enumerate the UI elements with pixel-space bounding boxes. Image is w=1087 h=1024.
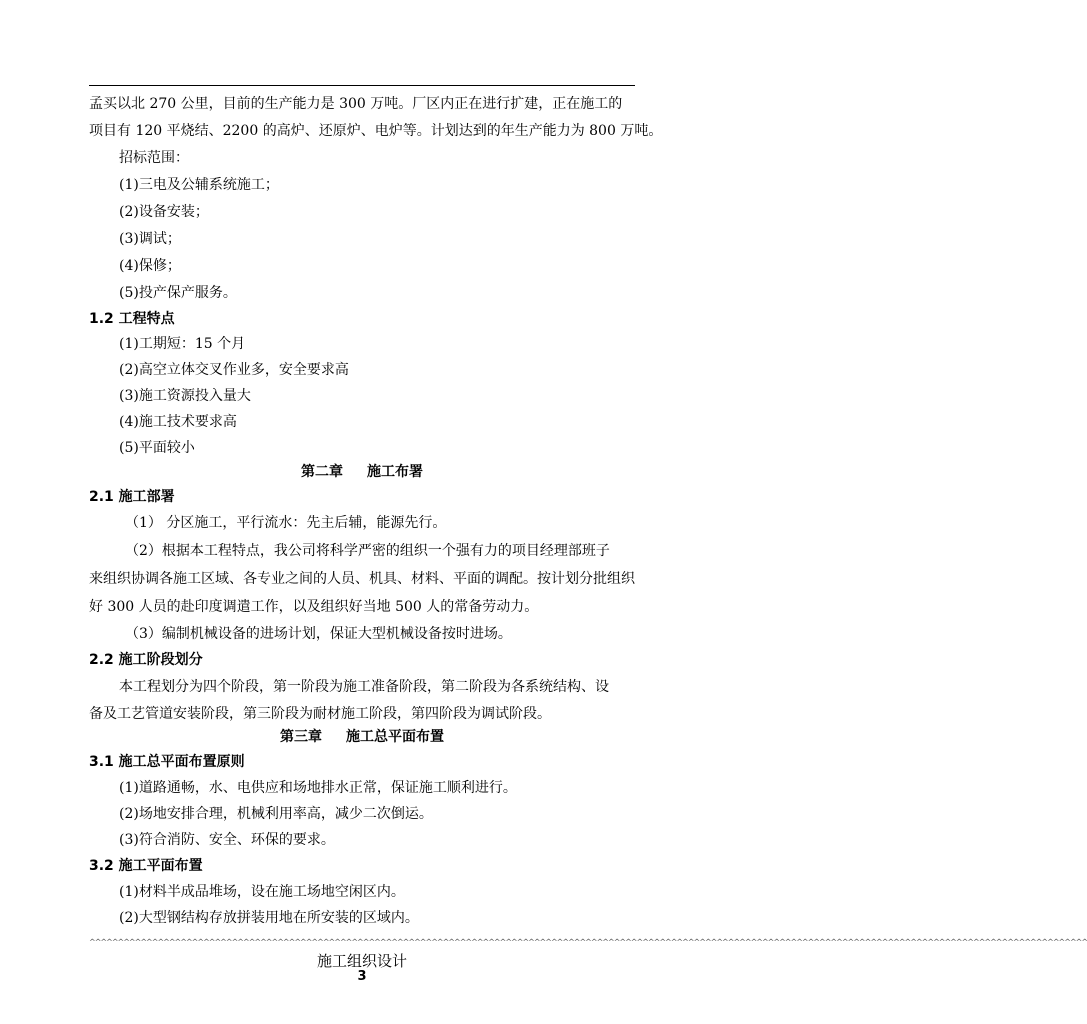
chapter-3-title [0, 727, 724, 747]
intro-line-2: 项目有 120 平烧结、2200 的高炉、还原炉、电炉等。计划达到的年生产能力为 800 万吨。 [89, 123, 663, 139]
header-rule [89, 85, 635, 86]
bid-item: (2)设备安装； [119, 204, 209, 220]
bid-item: (4)保修； [119, 258, 181, 274]
layout-item: (1)材料半成品堆场，设在施工场地空闲区内。 [119, 884, 405, 900]
feature-item: (1)工期短：15 个月 [119, 336, 246, 352]
section-heading-2-2: 2.2 施工阶段划分 [89, 652, 203, 668]
chapter-number: 第三章 [280, 729, 322, 745]
deployment-line: 来组织协调各施工区域、各专业之间的人员、机具、材料、平面的调配。按计划分批组织 [89, 571, 635, 587]
section-heading-1-2: 1.2 工程特点 [89, 311, 175, 327]
principle-item: (1)道路通畅，水、电供应和场地排水正常，保证施工顺利进行。 [119, 780, 517, 796]
deployment-item: （1） 分区施工，平行流水：先主后辅，能源先行。 [125, 515, 447, 531]
principle-item: (2)场地安排合理，机械利用率高，减少二次倒运。 [119, 806, 433, 822]
layout-item: (2)大型钢结构存放拼装用地在所安装的区域内。 [119, 910, 419, 926]
feature-item: (2)高空立体交叉作业多，安全要求高 [119, 362, 349, 378]
section-heading-3-1: 3.1 施工总平面布置原则 [89, 754, 245, 770]
bid-item: (3)调试； [119, 231, 181, 247]
section-heading-2-1: 2.1 施工部署 [89, 489, 175, 505]
chapter-name: 施工总平面布置 [346, 729, 444, 745]
bid-item: (5)投产保产服务。 [119, 285, 237, 301]
chapter-name: 施工布署 [367, 464, 423, 480]
chapter-2-title [0, 462, 724, 482]
feature-item: (3)施工资源投入量大 [119, 388, 251, 404]
principle-item: (3)符合消防、安全、环保的要求。 [119, 832, 335, 848]
section-heading-3-2: 3.2 施工平面布置 [89, 858, 203, 874]
phase-line-2: 备及工艺管道安装阶段，第三阶段为耐材施工阶段，第四阶段为调试阶段。 [89, 706, 551, 722]
chapter-number: 第二章 [301, 464, 343, 480]
intro-line-1: 孟买以北 270 公里，目前的生产能力是 300 万吨。厂区内正在进行扩建，正在施工的 [89, 96, 623, 112]
deployment-item: （2）根据本工程特点，我公司将科学严密的组织一个强有力的项目经理部班子 [125, 543, 610, 559]
bid-item: (1)三电及公辅系统施工； [119, 177, 279, 193]
footer-title: 施工组织设计 [316, 952, 407, 970]
feature-item: (5)平面较小 [119, 440, 195, 456]
deployment-item: （3）编制机械设备的进场计划，保证大型机械设备按时进场。 [125, 626, 512, 642]
page-number: 3 [357, 969, 367, 984]
phase-line-1: 本工程划分为四个阶段，第一阶段为施工准备阶段，第二阶段为各系统结构、设 [119, 679, 609, 695]
deployment-line: 好 300 人员的赴印度调遣工作，以及组织好当地 500 人的常备劳动力。 [89, 599, 539, 615]
bid-scope-title: 招标范围： [119, 150, 189, 166]
feature-item: (4)施工技术要求高 [119, 414, 237, 430]
footer-wavy-rule: ^^^^^^^^^^^^^^^^^^^^^^^^^^^^^^^^^^^^^^^^^^^^^^^^^^^^^^^^^^^^^^^^^^^^^^^^^^^^^^^^^^^^^^^^^^^^^^^^^^^^^^^^^^^^^^^^^^^^^^^^^^^^^^^^^^^^^^^^^^^^^^^^^^^^^^^^^^^^^^^^^^^^^^^^^^^^^^^ [89, 938, 1087, 947]
